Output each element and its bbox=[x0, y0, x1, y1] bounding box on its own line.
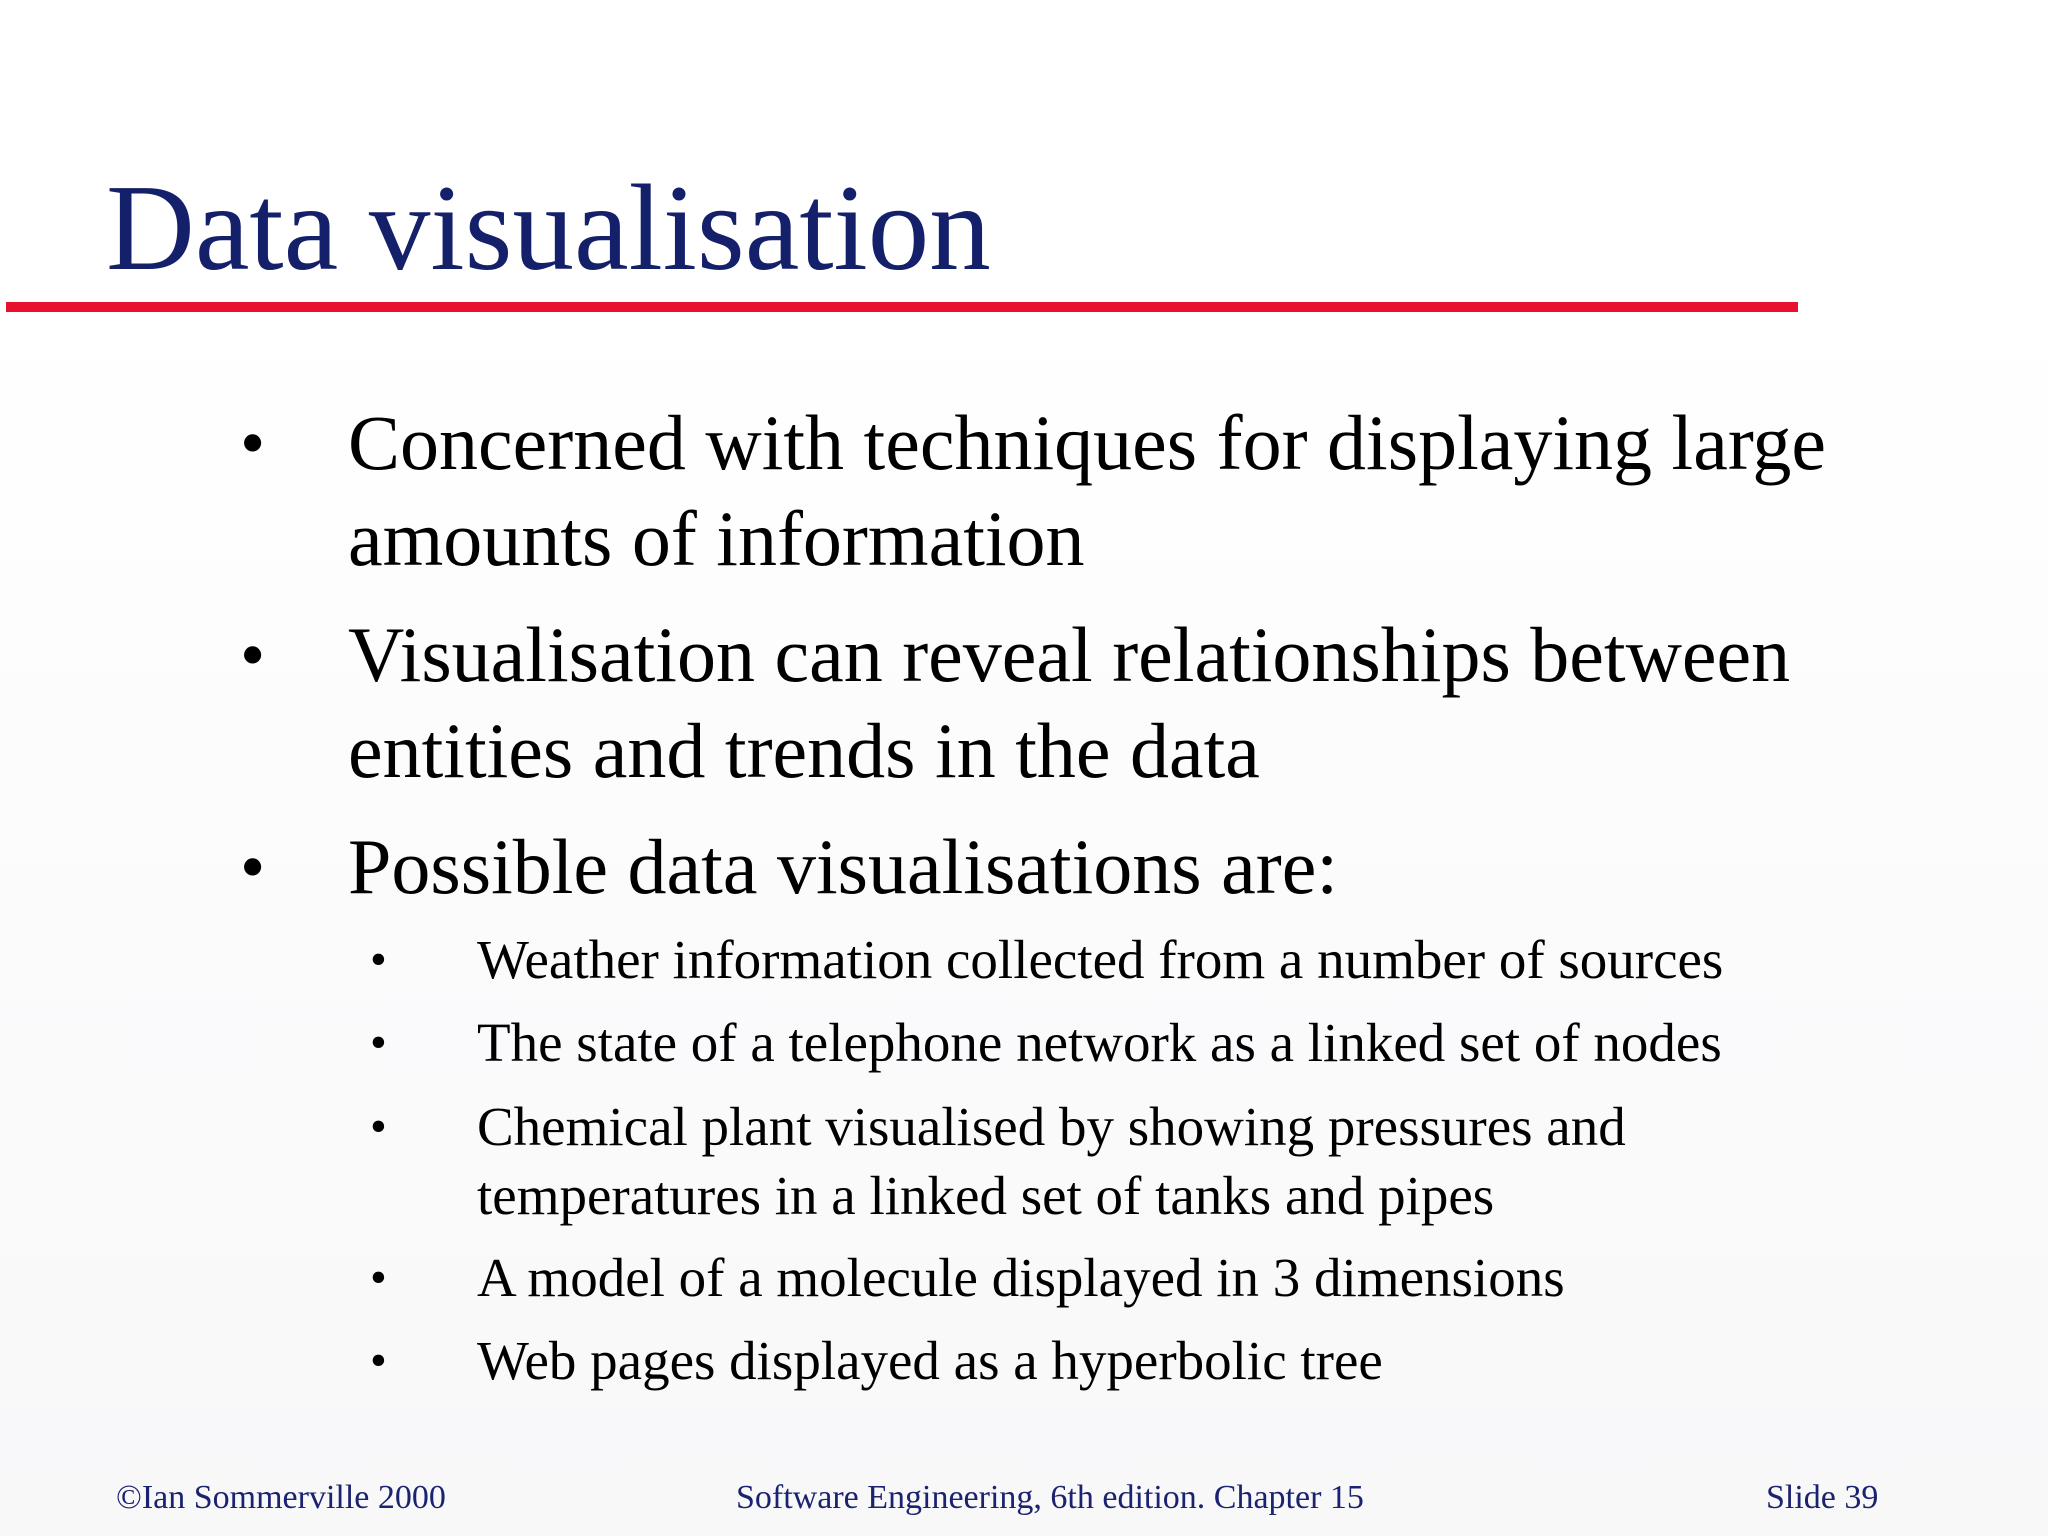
bullet-icon: • bbox=[240, 403, 266, 483]
slide-title: Data visualisation bbox=[106, 159, 991, 296]
sub-bullet-icon: • bbox=[370, 1334, 387, 1387]
footer-book-title: Software Engineering, 6th edition. Chapter 15 bbox=[736, 1479, 1364, 1516]
sub-bullet-icon: • bbox=[370, 1016, 387, 1069]
sub-bullet-text: Web pages displayed as a hyperbolic tree bbox=[477, 1330, 1383, 1391]
sub-bullet-icon: • bbox=[370, 933, 387, 986]
bullet-text: Concerned with techniques for displaying large amounts of information bbox=[348, 399, 1827, 582]
footer-copyright: ©Ian Sommerville 2000 bbox=[116, 1479, 446, 1516]
sub-bullet-icon: • bbox=[370, 1100, 387, 1153]
bullet-icon: • bbox=[240, 615, 266, 695]
footer-slide-number: Slide 39 bbox=[1766, 1479, 1879, 1516]
bullet-text: Possible data visualisations are: bbox=[348, 823, 1339, 910]
sub-bullet-text: Weather information collected from a number of sources bbox=[477, 929, 1724, 990]
sub-bullet-icon: • bbox=[370, 1251, 387, 1304]
title-underline-rule bbox=[6, 302, 1798, 312]
bullet-text: Visualisation can reveal relationships between entities and trends in the data bbox=[348, 611, 1791, 794]
bullet-icon: • bbox=[240, 827, 266, 907]
sub-bullet-text: Chemical plant visualised by showing pressures and temperatures in a linked set of tanks and pipes bbox=[477, 1096, 1626, 1226]
sub-bullet-text: A model of a molecule displayed in 3 dimensions bbox=[477, 1247, 1565, 1308]
sub-bullet-text: The state of a telephone network as a linked set of nodes bbox=[477, 1012, 1722, 1073]
